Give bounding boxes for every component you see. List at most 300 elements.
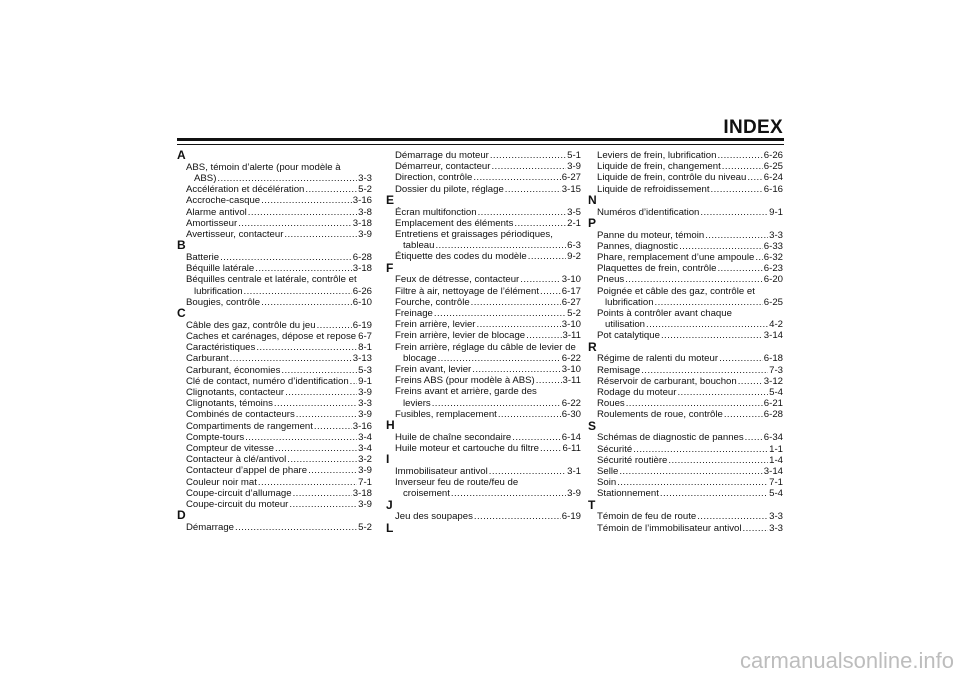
dot-leader: [217, 173, 357, 184]
index-entry: [386, 488, 581, 499]
entry-label: Huile de chaîne secondaire: [395, 431, 512, 443]
dot-leader: [745, 432, 763, 443]
index-entry: [386, 240, 581, 251]
entry-label: Compteur de vitesse: [186, 443, 274, 455]
dot-leader: [305, 184, 357, 195]
entry-page: 3-1: [567, 466, 581, 478]
entry-page: 6-19: [561, 511, 581, 523]
entry-label: leviers: [403, 397, 431, 409]
entry-page: 3-3: [358, 173, 372, 184]
index-entry: [386, 161, 581, 172]
index-entry: [386, 308, 581, 319]
index-entry: [588, 466, 783, 477]
index-entry: [386, 150, 581, 161]
entry-label: Alarme antivol: [186, 206, 247, 218]
entry-label: Plaquettes de frein, contrôle: [597, 263, 717, 275]
index-entry: [177, 421, 372, 432]
index-entry: [588, 444, 783, 455]
entry-page: 5-1: [567, 150, 581, 161]
index-entry: [177, 477, 372, 488]
index-entry: [177, 454, 372, 465]
entry-label: lubrification: [605, 296, 654, 308]
dot-leader: [435, 240, 566, 251]
dot-leader: [700, 207, 768, 218]
dot-leader: [743, 523, 769, 534]
dot-leader: [536, 375, 562, 386]
dot-leader: [432, 398, 561, 409]
entry-label: Clignotants, contacteur: [186, 387, 285, 399]
dot-leader: [705, 230, 768, 241]
dot-leader: [711, 184, 763, 195]
dot-leader: [625, 274, 763, 285]
entry-label: Stationnement: [597, 488, 659, 500]
entry-page: 1-1: [769, 443, 783, 455]
dot-leader: [275, 443, 357, 454]
index-entry: [588, 523, 783, 534]
entry-label: Pneus: [597, 274, 625, 286]
entry-label: Démarrage: [186, 522, 234, 534]
entry-label: Roues: [597, 398, 625, 410]
dot-leader: [296, 409, 357, 420]
index-entry: [177, 331, 372, 342]
dot-leader: [284, 229, 357, 240]
index-entry: [588, 252, 783, 263]
entry-label: Liquide de frein, changement: [597, 161, 721, 173]
entry-page: 3-11: [562, 375, 581, 387]
dot-leader: [668, 455, 768, 466]
entry-page: 3-5: [567, 206, 581, 218]
entry-label: Roulements de roue, contrôle: [597, 409, 723, 421]
entry-label: Pannes, diagnostic: [597, 240, 679, 252]
entry-label: Freinage: [395, 308, 433, 320]
entry-label: Emplacement des éléments: [395, 217, 514, 229]
index-entry: [177, 432, 372, 443]
index-entry: [386, 466, 581, 477]
index-entry: [588, 455, 783, 466]
dot-leader: [747, 172, 762, 183]
entry-label: Frein avant, levier: [395, 364, 472, 376]
dot-leader: [679, 241, 763, 252]
entry-label: blocage: [403, 352, 437, 364]
dot-leader: [540, 286, 561, 297]
section-letter: H: [386, 418, 395, 433]
entry-label: Freins ABS (pour modèle à ABS): [395, 375, 535, 387]
index-entry: [177, 218, 372, 229]
index-entry: [177, 387, 372, 398]
dot-leader: [451, 488, 566, 499]
entry-page: 6-3: [567, 240, 581, 252]
index-entry: [177, 353, 372, 364]
index-entry: [177, 465, 372, 476]
dot-leader: [520, 274, 561, 285]
dot-leader: [641, 365, 768, 376]
entry-page: 6-11: [562, 443, 581, 455]
entry-label: Carburant, économies: [186, 364, 281, 376]
dot-leader: [477, 319, 561, 330]
entry-label: Caches et carénages, dépose et repose: [186, 331, 357, 343]
dot-leader: [491, 161, 566, 172]
entry-page: 6-23: [763, 263, 783, 275]
index-entry: [588, 409, 783, 420]
index-entry: [386, 184, 581, 195]
dot-leader: [287, 454, 357, 465]
entry-page: 6-22: [561, 352, 581, 364]
entry-label: Clé de contact, numéro d’identification: [186, 375, 349, 387]
entry-page: 8-1: [358, 342, 372, 354]
entry-page: 6-7: [358, 331, 372, 343]
index-entry: Entretiens et graissages périodiques,: [395, 229, 553, 241]
entry-page: 3-16: [352, 420, 372, 432]
entry-label: Batterie: [186, 252, 220, 264]
dot-leader: [646, 319, 768, 330]
dot-leader: [438, 353, 561, 364]
dot-leader: [528, 251, 566, 262]
entry-page: 1-4: [769, 454, 783, 466]
entry-page: 5-4: [769, 387, 783, 399]
entry-label: Bougies, contrôle: [186, 296, 261, 308]
index-entry: [177, 488, 372, 499]
dot-leader: [281, 365, 357, 376]
entry-page: 5-2: [358, 184, 372, 196]
section-letter: A: [177, 148, 186, 162]
entry-page: 6-25: [763, 296, 783, 308]
header-rule-thin: [177, 144, 784, 145]
dot-leader: [617, 477, 768, 488]
entry-page: 6-16: [763, 183, 783, 195]
entry-label: Soin: [597, 477, 617, 489]
entry-page: 3-2: [358, 454, 372, 466]
entry-page: 3-14: [763, 466, 783, 478]
entry-page: 3-15: [561, 183, 581, 195]
entry-label: Feux de détresse, contacteur: [395, 274, 520, 286]
dot-leader: [514, 218, 566, 229]
entry-label: Liquide de refroidissement: [597, 183, 710, 195]
section-letter: C: [177, 306, 186, 321]
entry-page: 3-10: [561, 274, 581, 286]
entry-label: Démarreur, contacteur: [395, 161, 491, 173]
entry-page: 3-4: [358, 431, 372, 443]
entry-label: Compte-tours: [186, 431, 245, 443]
entry-page: 3-18: [352, 263, 372, 275]
index-entry: [177, 376, 372, 387]
index-entry: Inverseur feu de route/feu de: [395, 477, 519, 489]
entry-page: 5-4: [769, 488, 783, 500]
entry-page: 3-9: [358, 465, 372, 477]
entry-page: 6-22: [561, 397, 581, 409]
index-entry: ABS, témoin d’alerte (pour modèle à: [186, 161, 341, 173]
dot-leader: [526, 330, 561, 341]
watermark: carmanualsonline.info: [739, 648, 954, 673]
dot-leader: [245, 432, 357, 443]
entry-label: Réservoir de carburant, bouchon: [597, 375, 737, 387]
dot-leader: [274, 398, 357, 409]
entry-label: Contacteur d’appel de phare: [186, 465, 308, 477]
index-entry: Poignée et câble des gaz, contrôle et: [597, 285, 755, 297]
dot-leader: [473, 172, 560, 183]
section-letter: S: [588, 418, 597, 433]
entry-page: 4-2: [769, 319, 783, 331]
entry-label: Régime de ralenti du moteur: [597, 353, 719, 365]
entry-label: ABS): [194, 173, 217, 184]
dot-leader: [478, 207, 567, 218]
index-entry: [177, 207, 372, 218]
entry-page: 3-3: [769, 229, 783, 241]
entry-label: Écran multifonction: [395, 206, 477, 218]
entry-label: Panne du moteur, témoin: [597, 229, 705, 241]
section-letter: B: [177, 238, 186, 253]
entry-page: 3-16: [352, 195, 372, 207]
entry-label: Caractéristiques: [186, 342, 256, 354]
dot-leader: [697, 511, 768, 522]
entry-label: Phare, remplacement d’une ampoule: [597, 252, 755, 264]
entry-page: 2-1: [567, 217, 581, 229]
index-entry: [386, 330, 581, 341]
entry-page: 3-3: [769, 511, 783, 523]
dot-leader: [230, 353, 352, 364]
index-entry: Freins avant et arrière, garde des: [395, 386, 537, 398]
section-letter: R: [588, 339, 597, 354]
entry-label: Huile moteur et cartouche du filtre: [395, 443, 539, 455]
index-entry: [588, 274, 783, 285]
entry-page: 3-10: [561, 319, 581, 331]
dot-leader: [248, 207, 357, 218]
dot-leader: [490, 150, 566, 161]
dot-leader: [755, 252, 762, 263]
entry-page: 6-28: [352, 252, 372, 264]
entry-page: 3-12: [763, 375, 783, 387]
entry-label: Étiquette des codes du modèle: [395, 251, 527, 263]
page-title: INDEX: [723, 117, 783, 138]
entry-page: 3-9: [358, 387, 372, 399]
entry-page: 9-2: [567, 251, 581, 263]
entry-page: 3-11: [562, 330, 581, 342]
dot-leader: [474, 511, 561, 522]
dot-leader: [738, 376, 763, 387]
entry-label: Clignotants, témoins: [186, 398, 273, 410]
entry-label: Rodage du moteur: [597, 387, 677, 399]
index-entry: [588, 477, 783, 488]
index-entry: [386, 319, 581, 330]
index-entry: Frein arrière, réglage du câble de levier de: [395, 341, 576, 353]
entry-page: 3-8: [358, 206, 372, 218]
entry-page: 9-1: [358, 375, 372, 387]
entry-page: 6-18: [763, 353, 783, 365]
index-entry: [588, 207, 783, 218]
entry-label: Avertisseur, contacteur: [186, 229, 284, 241]
entry-label: Accroche-casque: [186, 195, 261, 207]
index-entry: [177, 195, 372, 206]
index-entry: [588, 241, 783, 252]
index-entry: [177, 320, 372, 331]
index-entry: [386, 353, 581, 364]
entry-page: 6-28: [763, 409, 783, 421]
index-entry: [177, 342, 372, 353]
entry-label: Direction, contrôle: [395, 172, 473, 184]
dot-leader: [633, 444, 768, 455]
dot-leader: [317, 320, 352, 331]
dot-leader: [472, 364, 561, 375]
dot-leader: [722, 161, 763, 172]
index-entry: [588, 161, 783, 172]
entry-label: Dossier du pilote, réglage: [395, 183, 504, 195]
dot-leader: [471, 297, 561, 308]
index-entry: [386, 172, 581, 183]
dot-leader: [238, 218, 352, 229]
index-entry: [386, 443, 581, 454]
entry-page: 3-3: [769, 522, 783, 534]
index-column-2: [386, 150, 581, 534]
dot-leader: [258, 477, 357, 488]
index-entry: [177, 443, 372, 454]
entry-label: Selle: [597, 466, 619, 478]
entry-label: Remisage: [597, 364, 641, 376]
index-entry: [588, 184, 783, 195]
entry-page: 6-14: [561, 431, 581, 443]
index-entry: [177, 398, 372, 409]
entry-label: Fourche, contrôle: [395, 296, 470, 308]
entry-page: 6-27: [561, 296, 581, 308]
dot-leader: [255, 263, 352, 274]
entry-page: 6-33: [763, 240, 783, 252]
index-entry: [177, 365, 372, 376]
index-entry: [588, 488, 783, 499]
index-entry: [588, 150, 783, 161]
entry-label: Schémas de diagnostic de pannes: [597, 432, 744, 444]
index-entry: [177, 409, 372, 420]
index-entry: [588, 172, 783, 183]
index-entry: [386, 274, 581, 285]
entry-page: 6-26: [763, 150, 783, 161]
entry-label: Amortisseur: [186, 217, 238, 229]
entry-label: Leviers de frein, lubrification: [597, 150, 717, 161]
entry-label: croisement: [403, 488, 450, 500]
dot-leader: [350, 376, 357, 387]
section-letter: T: [588, 497, 596, 512]
index-entry: [386, 432, 581, 443]
entry-page: 3-13: [352, 353, 372, 365]
index-entry: [588, 330, 783, 341]
entry-label: Béquille latérale: [186, 263, 255, 275]
dot-leader: [434, 308, 566, 319]
dot-leader: [314, 421, 352, 432]
index-entry: [588, 387, 783, 398]
index-entry: [386, 286, 581, 297]
index-column-3: [588, 150, 783, 534]
index-entry: [588, 230, 783, 241]
entry-page: 5-2: [358, 522, 372, 534]
entry-label: tableau: [403, 240, 435, 252]
dot-leader: [289, 499, 357, 510]
entry-page: 5-3: [358, 364, 372, 376]
entry-page: 3-10: [561, 364, 581, 376]
index-entry: [177, 499, 372, 510]
entry-label: Câble des gaz, contrôle du jeu: [186, 319, 316, 331]
entry-label: Sécurité routière: [597, 454, 668, 466]
entry-page: 9-1: [769, 206, 783, 218]
entry-label: Numéros d’identification: [597, 206, 700, 218]
entry-page: 3-9: [358, 409, 372, 421]
entry-label: Contacteur à clé/antivol: [186, 454, 287, 466]
index-entry: [177, 184, 372, 195]
entry-page: 6-17: [561, 285, 581, 297]
dot-leader: [655, 297, 763, 308]
entry-label: Témoin de l’immobilisateur antivol: [597, 522, 742, 534]
dot-leader: [256, 342, 357, 353]
header-rule-thick: [177, 138, 784, 141]
entry-label: Témoin de feu de route: [597, 511, 697, 523]
dot-leader: [498, 409, 561, 420]
index-entry: [588, 319, 783, 330]
dot-leader: [724, 409, 763, 420]
section-letter: L: [386, 520, 394, 535]
section-letter: I: [386, 452, 390, 467]
section-letter: E: [386, 192, 395, 207]
section-letter: P: [588, 215, 597, 230]
index-entry: [588, 365, 783, 376]
dot-leader: [220, 252, 352, 263]
entry-label: Frein arrière, levier: [395, 319, 476, 331]
index-entry: [588, 511, 783, 522]
index-entry: Béquilles centrale et latérale, contrôle et: [186, 274, 357, 286]
index-entry: [386, 251, 581, 262]
dot-leader: [626, 398, 763, 409]
index-entry: [177, 522, 372, 533]
section-letter: J: [386, 497, 393, 512]
entry-label: Accélération et décélération: [186, 184, 305, 196]
entry-page: 3-9: [358, 229, 372, 241]
entry-page: 6-21: [763, 398, 783, 410]
dot-leader: [540, 443, 562, 454]
entry-page: 6-30: [561, 408, 581, 420]
entry-page: 7-3: [769, 364, 783, 376]
index-entry: [588, 297, 783, 308]
index-entry: [588, 432, 783, 443]
dot-leader: [261, 195, 352, 206]
section-letter: N: [588, 192, 597, 207]
entry-page: 3-18: [352, 217, 372, 229]
entry-page: 6-26: [352, 285, 372, 297]
dot-leader: [285, 387, 357, 398]
entry-page: 6-27: [561, 172, 581, 184]
entry-label: Jeu des soupapes: [395, 511, 473, 523]
section-letter: F: [386, 260, 394, 275]
index-entry: [386, 409, 581, 420]
dot-leader: [661, 330, 763, 341]
entry-page: 6-34: [763, 432, 783, 444]
entry-label: Couleur noir mat: [186, 476, 257, 488]
entry-label: Frein arrière, levier de blocage: [395, 330, 526, 342]
entry-page: 6-24: [763, 172, 783, 184]
index-entry: Points à contrôler avant chaque: [597, 308, 732, 320]
dot-leader: [717, 150, 762, 161]
dot-leader: [261, 297, 352, 308]
entry-page: 3-4: [358, 443, 372, 455]
entry-page: 6-10: [352, 296, 372, 308]
entry-label: Coupe-circuit du moteur: [186, 499, 289, 511]
index-entry: [177, 252, 372, 263]
entry-page: 7-1: [769, 477, 783, 489]
entry-label: Liquide de frein, contrôle du niveau: [597, 172, 747, 184]
dot-leader: [244, 286, 352, 297]
entry-page: 3-18: [352, 487, 372, 499]
entry-label: Carburant: [186, 353, 229, 365]
index-entry: [177, 286, 372, 297]
entry-label: Démarrage du moteur: [395, 150, 489, 161]
dot-leader: [512, 432, 561, 443]
index-entry: [588, 263, 783, 274]
index-entry: [386, 375, 581, 386]
index-entry: [386, 398, 581, 409]
